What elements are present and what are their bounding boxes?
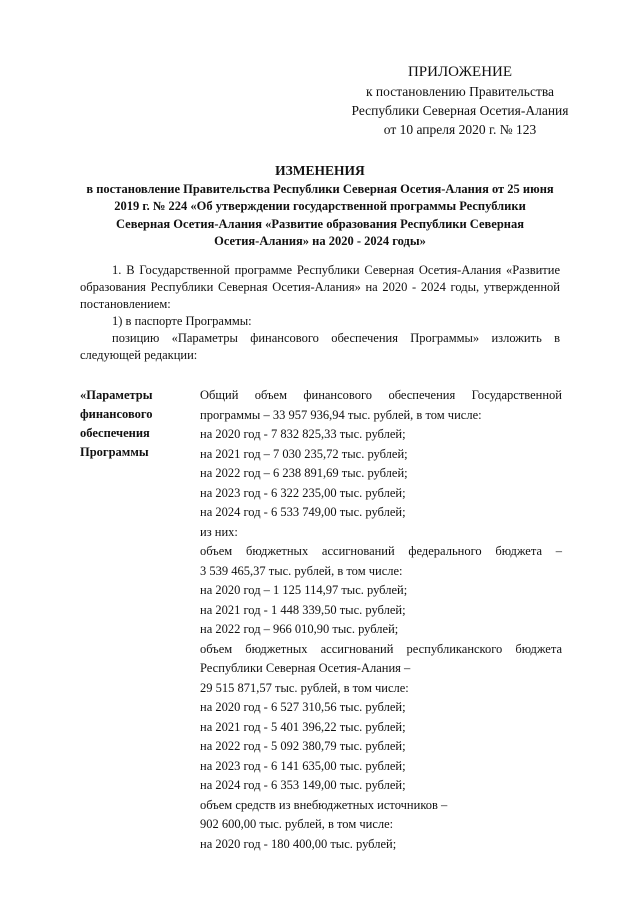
body-text bbox=[80, 262, 560, 364]
paragraph-2: 1) в паспорте Программы: bbox=[112, 314, 252, 328]
params-value-line: на 2023 год - 6 322 235,00 тыс. рублей; bbox=[200, 485, 406, 500]
params-value-line: на 2024 год - 6 353 149,00 тыс. рублей; bbox=[200, 778, 406, 792]
params-value-line: на 2022 год – 966 010,90 тыс. рублей; bbox=[200, 622, 399, 636]
title-line-3: Северная Осетия-Алания «Развитие образования Республики Северная bbox=[115, 216, 525, 231]
title-line-4: Осетия-Алания» на 2020 - 2024 годы» bbox=[214, 234, 426, 248]
appendix-line-3: от 10 апреля 2020 г. № 123 bbox=[383, 122, 537, 137]
title-line-1: в постановление Правительства Республики Северная Осетия-Алания от 25 июня bbox=[86, 181, 554, 196]
params-value-line: объем бюджетных ассигнований республиканского бюджета bbox=[200, 641, 562, 656]
params-values bbox=[200, 386, 562, 854]
appendix-heading: ПРИЛОЖЕНИЕ bbox=[407, 64, 513, 80]
params-value-line: 3 539 465,37 тыс. рублей, в том числе: bbox=[200, 563, 403, 578]
params-label-line: Программы bbox=[80, 445, 149, 459]
params-value-line: Общий объем финансового обеспечения Государственной bbox=[200, 388, 562, 402]
params-value-line: объем средств из внебюджетных источников – bbox=[200, 797, 448, 812]
document-title: ИЗМЕНЕНИЯ bbox=[275, 163, 365, 178]
params-value-line: на 2023 год - 6 141 635,00 тыс. рублей; bbox=[200, 758, 406, 773]
params-value-line: на 2021 год - 5 401 396,22 тыс. рублей; bbox=[200, 719, 406, 734]
params-value-line: на 2021 год – 7 030 235,72 тыс. рублей; bbox=[200, 446, 408, 461]
params-value-line: на 2022 год - 5 092 380,79 тыс. рублей; bbox=[200, 739, 406, 753]
params-value-line: на 2020 год - 180 400,00 тыс. рублей; bbox=[200, 836, 397, 851]
paragraph-3: позицию «Параметры финансового обеспечения Программы» изложить в следующей редакции: bbox=[80, 331, 560, 362]
params-value-line: 902 600,00 тыс. рублей, в том числе: bbox=[200, 817, 394, 831]
params-label bbox=[80, 386, 190, 462]
params-value-line: из них: bbox=[200, 524, 238, 539]
appendix-block bbox=[330, 62, 590, 139]
params-value-line: на 2020 год - 7 832 825,33 тыс. рублей; bbox=[200, 427, 406, 441]
params-value-line: 29 515 871,57 тыс. рублей, в том числе: bbox=[200, 680, 409, 695]
params-value-line: Республики Северная Осетия-Алания – bbox=[200, 661, 411, 675]
params-value-line: объем бюджетных ассигнований федерального бюджета – bbox=[200, 544, 562, 558]
params-value-line: на 2020 год - 6 527 310,56 тыс. рублей; bbox=[200, 700, 406, 714]
params-label-line: финансового bbox=[80, 407, 153, 421]
appendix-line-2: Республики Северная Осетия-Алания bbox=[351, 103, 569, 118]
params-value-line: программы – 33 957 936,94 тыс. рублей, в том числе: bbox=[200, 407, 482, 422]
params-value-line: на 2020 год – 1 125 114,97 тыс. рублей; bbox=[200, 583, 408, 597]
paragraph-1: 1. В Государственной программе Республики Северная Осетия-Алания «Развитие образования Республики Северная Осетия-Алания» на 2020 - 2024 годы, утвержденной постановлением: bbox=[80, 263, 560, 311]
params-value-line: на 2022 год – 6 238 891,69 тыс. рублей; bbox=[200, 466, 408, 480]
appendix-line-1: к постановлению Правительства bbox=[365, 84, 555, 99]
title-block bbox=[60, 162, 580, 251]
params-label-line: «Параметры bbox=[80, 388, 153, 402]
params-value-line: на 2024 год - 6 533 749,00 тыс. рублей; bbox=[200, 505, 406, 519]
title-line-2: 2019 г. № 224 «Об утверждении государственной программы Республики bbox=[114, 199, 526, 213]
params-value-line: на 2021 год - 1 448 339,50 тыс. рублей; bbox=[200, 602, 406, 617]
params-label-line: обеспечения bbox=[80, 426, 150, 440]
